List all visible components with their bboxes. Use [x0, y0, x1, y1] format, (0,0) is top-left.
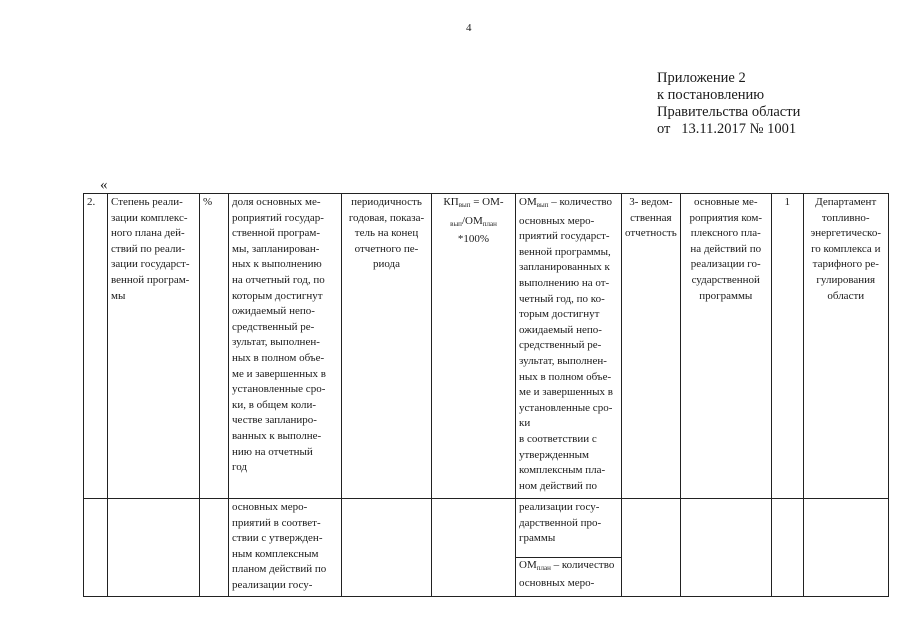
row-number: 2. — [84, 194, 108, 499]
basis: основные ме- роприятия ком- плексного пла- на действий по реализации го- сударственной программы — [680, 194, 771, 499]
om-plan-definition: $ОМ_{план}$ – количество основных меро- — [516, 557, 621, 592]
opening-quote: « — [100, 177, 108, 193]
appendix-line: к постановлению — [657, 87, 765, 103]
appendix-header — [657, 70, 800, 138]
indicator-definition: доля основных ме- роприятий государ- ственной програм- мы, запланирован- ных к выполнению на отчетный год, по которым достигнут ожидаемый непо- средственный ре- зультат, выполнен- ных в полном объе- ме и завершенных в установленные сро- ки, в общем коли- честве запланиро- ванных к выполне- нию на отчетный год — [229, 194, 342, 499]
page-number: 4 — [466, 22, 472, 34]
periodicity: периодичность годовая, показа- тель на конец отчетного пе- риода — [342, 194, 432, 499]
indicator-definition-cont: основных меро- приятий в соответ- ствии с утвержден- ным комплексным планом действий по реализации госу- — [229, 499, 342, 597]
date-prefix: от — [657, 121, 671, 137]
appendix-date-line — [657, 121, 800, 138]
data-source: 3- ведом- ственная отчетность — [622, 194, 681, 499]
formula: $КП_{вып} = ОМ-$ $_{вып}/ОМ_{план}$ *100% — [432, 194, 516, 499]
date-value: 13.11.2017 № 1001 — [681, 121, 797, 137]
appendix-line: Правительства области — [657, 104, 801, 120]
unit: % — [200, 194, 229, 499]
weight: 1 — [771, 194, 803, 499]
indicator-table — [83, 193, 889, 597]
table-row — [84, 194, 889, 499]
formula-description-cont: реализации госу- дарственной про- граммы $ОМ_{план}$ – количество основных меро- — [516, 499, 622, 597]
formula-description: $ОМ_{вып}$ – количество основных меро- приятий государст- венной программы, запланированных к выполнению на от- четный год, по ко- торым достигнут ожидаемый непо- средственный ре- зультат, выполнен- ных в полном объе- ме и завершенных в установленные сро- ки в соответствии с утвержденным комплексным пла- ном действий по — [516, 194, 622, 499]
responsible: Департамент топливно- энергетическо- го комплекса и тарифного ре- гулирования области — [803, 194, 888, 499]
table-row — [84, 499, 889, 597]
indicator-name: Степень реали- зации комплекс- ного плана дей- ствий по реали- зации государст- венной програм- мы — [108, 194, 200, 499]
appendix-line: Приложение 2 — [657, 70, 746, 86]
